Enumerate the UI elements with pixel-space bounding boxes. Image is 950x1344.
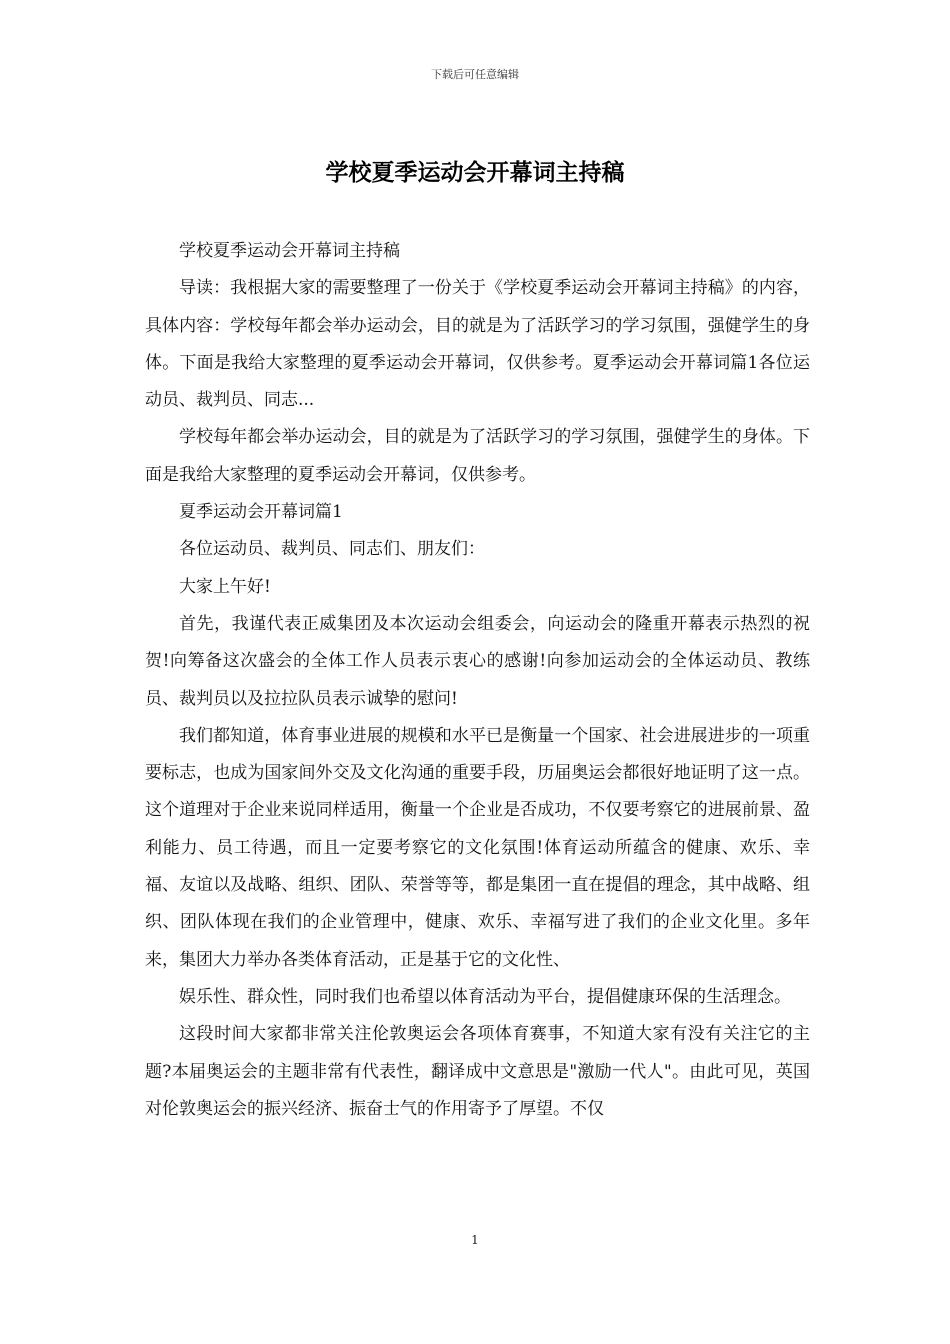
paragraph-salutation: 各位运动员、裁判员、同志们、朋友们： xyxy=(179,539,485,560)
paragraph-lifestyle: 娱乐性、群众性，同时我们也希望以体育活动为平台，提倡健康环保的生活理念。 xyxy=(179,986,791,1007)
document-body xyxy=(145,233,810,1128)
paragraph-section-heading: 夏季运动会开幕词篇1 xyxy=(179,502,343,523)
paragraph-subtitle: 学校夏季运动会开幕词主持稿 xyxy=(179,241,400,261)
header-note: 下载后可任意编辑 xyxy=(431,68,519,81)
paragraph-congratulations: 首先，我谨代表正威集团及本次运动会组委会，向运动会的隆重开幕表示热烈的祝贺!向筹备这次盛会的全体工作人员表示衷心的感谢!向参加运动会的全体运动员、教练员、裁判员以及拉拉队员表示诚挚的慰问! xyxy=(145,613,810,709)
paragraph-summary: 学校每年都会举办运动会，目的就是为了活跃学习的学习氛围，强健学生的身体。下面是我给大家整理的夏季运动会开幕词，仅供参考。 xyxy=(145,427,810,485)
page-number: 1 xyxy=(471,1233,479,1247)
paragraph-greeting: 大家上午好! xyxy=(179,576,271,597)
paragraph-culture: 我们都知道，体育事业进展的规模和水平已是衡量一个国家、社会进展进步的一项重要标志，也成为国家间外交及文化沟通的重要手段，历届奥运会都很好地证明了这一点。这个道理对于企业来说同样适用，衡量一个企业是否成功，不仅要考察它的进展前景、盈利能力、员工待遇，而且一定要考察它的文化氛围!体育运动所蕴含的健康、欢乐、幸福、友谊以及战略、组织、团队、荣誉等等，都是集团一直在提倡的理念，其中战略、组织、团队体现在我们的企业管理中，健康、欢乐、幸福写进了我们的企业文化里。多年来，集团大力举办各类体育活动，正是基于它的文化性、 xyxy=(145,725,810,970)
paragraph-intro: 导读：我根据大家的需要整理了一份关于《学校夏季运动会开幕词主持稿》的内容，具体内容：学校每年都会举办运动会，目的就是为了活跃学习的学习氛围，强健学生的身体。下面是我给大家整理的夏季运动会开幕词，仅供参考。夏季运动会开幕词篇1各位运动员、裁判员、同志... xyxy=(145,278,810,411)
document-title: 学校夏季运动会开幕词主持稿 xyxy=(325,159,625,186)
paragraph-olympics: 这段时间大家都非常关注伦敦奥运会各项体育赛事，不知道大家有没有关注它的主题?本届奥运会的主题非常有代表性，翻译成中文意思是"激励一代人"。由此可见，英国对伦敦奥运会的振兴经济、振奋士气的作用寄予了厚望。不仅 xyxy=(145,1024,810,1119)
